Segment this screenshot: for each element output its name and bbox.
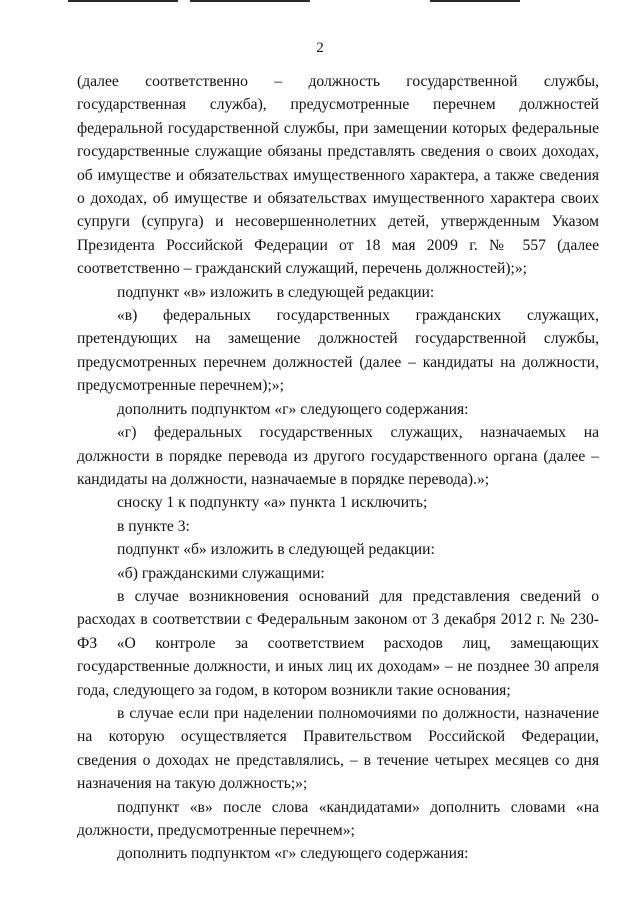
paragraph: дополнить подпунктом «г» следующего содержания: (117, 845, 469, 863)
paragraph: подпункт «в» изложить в следующей редакции: (117, 283, 435, 301)
scan-artifact-line (430, 0, 520, 2)
paragraph-continuation: (далее соответственно – должность государственной службы, государственная служба), предусмотренные перечнем должностей федеральной государственной службы, при замещении которых федеральные государственные служащие обязаны представлять сведения о своих доходах, об имуществе и обязательствах имущественного характера, а также сведения о доходах, об имуществе и обязательствах имущественного характера своих супруги (супруга) и несовершеннолетних детей, утвержденным Указом Президента Российской Федерации от 18 мая 2009 г. № 557 (далее соответственно – гражданский служащий, перечень должностей);»; (77, 73, 599, 278)
paragraph: подпункт «б» изложить в следующей редакции: (117, 541, 435, 559)
page-number: 2 (316, 40, 324, 56)
paragraph: в случае возникновения оснований для представления сведений о расходах в соответствии с Федеральным законом от 3 декабря 2012 г. № 230-ФЗ «О контроле за соответствием расходов лиц, замещающих государственные должности, и иных лиц их доходам» – не позднее 30 апреля года, следующего за годом, в котором возникли такие основания; (77, 587, 599, 699)
scan-artifact-line (68, 0, 178, 2)
paragraph: «г) федеральных государственных служащих, назначаемых на должности в порядке перевода из другого государственного органа (далее – кандидаты на должности, назначаемые в порядке перевода).»; (77, 424, 599, 488)
document-body (77, 70, 599, 866)
paragraph: в случае если при наделении полномочиями по должности, назначение на которую осуществляется Правительством Российской Федерации, сведения о доходах не представлялись, – в течение четырех месяцев со дня назначения на такую должность;»; (77, 704, 599, 793)
paragraph: сноску 1 к подпункту «а» пункта 1 исключить; (117, 494, 428, 512)
paragraph: в пункте 3: (117, 517, 190, 535)
scan-artifact-line (190, 0, 310, 2)
paragraph: «в) федеральных государственных гражданских служащих, претендующих на замещение должностей государственной службы, предусмотренных перечнем должностей (далее – кандидаты на должности, предусмотренные перечнем);»; (77, 307, 599, 395)
paragraph: дополнить подпунктом «г» следующего содержания: (117, 400, 469, 418)
paragraph: подпункт «в» после слова «кандидатами» дополнить словами «на должности, предусмотренные перечнем»; (77, 798, 599, 839)
paragraph: «б) гражданскими служащими: (117, 564, 325, 582)
